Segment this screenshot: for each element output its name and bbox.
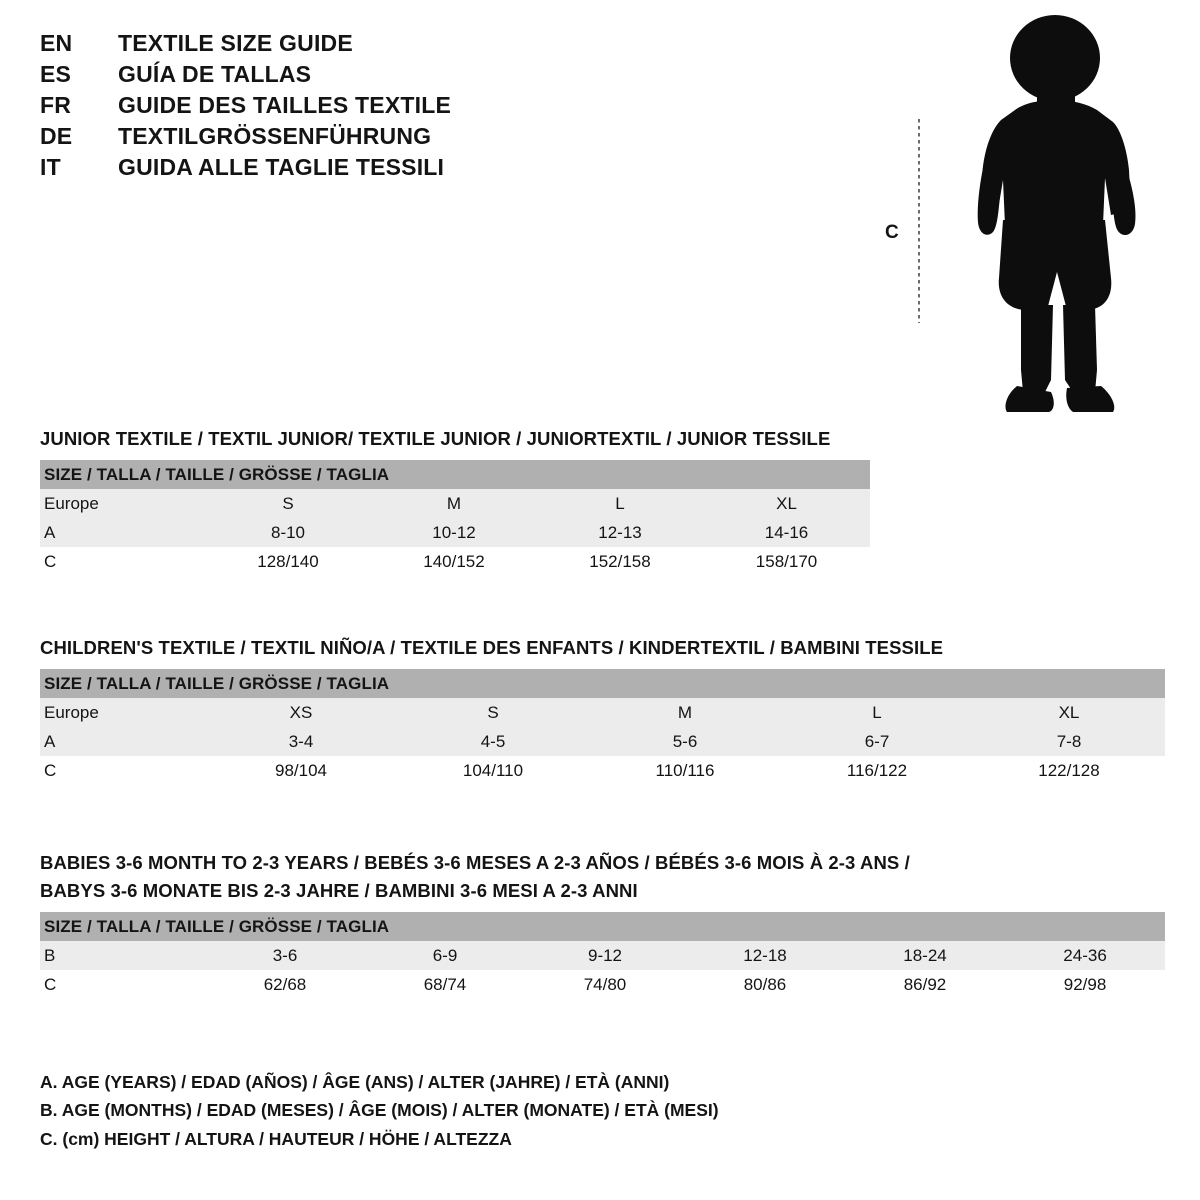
title-lang-fr: FR — [40, 92, 72, 118]
title-row-it — [40, 154, 680, 181]
table-row — [40, 669, 1165, 698]
table-row — [40, 518, 870, 547]
table-row — [40, 727, 1165, 756]
babies-row-b-v5: 24-36 — [1005, 941, 1165, 970]
junior-row-c-v0: 128/140 — [205, 547, 371, 576]
legend-line-b: B. AGE (MONTHS) / EDAD (MESES) / ÂGE (MOIS) / ALTER (MONATE) / ETÀ (MESI) — [40, 1100, 719, 1121]
junior-row-europe-v0: S — [205, 489, 371, 518]
title-text-en: TEXTILE SIZE GUIDE — [118, 30, 353, 56]
junior-row-a-v2: 12-13 — [537, 518, 703, 547]
babies-row-c-label: C — [40, 970, 205, 999]
section-children-heading: CHILDREN'S TEXTILE / TEXTIL NIÑO/A / TEXTILE DES ENFANTS / KINDERTEXTIL / BAMBINI TESSILE — [40, 637, 944, 658]
junior-row-a-v1: 10-12 — [371, 518, 537, 547]
legend-line-a: A. AGE (YEARS) / EDAD (AÑOS) / ÂGE (ANS) / ALTER (JAHRE) / ETÀ (ANNI) — [40, 1072, 670, 1092]
title-lang-it: IT — [40, 154, 61, 180]
children-row-europe-v2: M — [589, 698, 781, 727]
section-junior — [40, 428, 870, 576]
junior-row-c-v2: 152/158 — [537, 547, 703, 576]
table-row — [40, 970, 1165, 999]
junior-size-table — [40, 460, 870, 576]
junior-size-band: SIZE / TALLA / TAILLE / GRÖSSE / TAGLIA — [40, 460, 870, 489]
legend-block — [40, 1068, 719, 1153]
children-row-a-v0: 3-4 — [205, 727, 397, 756]
junior-row-a-v3: 14-16 — [703, 518, 870, 547]
children-size-band: SIZE / TALLA / TAILLE / GRÖSSE / TAGLIA — [40, 669, 1165, 698]
babies-row-b-v1: 6-9 — [365, 941, 525, 970]
junior-row-c-v3: 158/170 — [703, 547, 870, 576]
children-row-c-v0: 98/104 — [205, 756, 397, 785]
children-row-europe-v3: L — [781, 698, 973, 727]
babies-row-c-v3: 80/86 — [685, 970, 845, 999]
babies-row-c-v1: 68/74 — [365, 970, 525, 999]
child-silhouette-icon — [945, 10, 1175, 430]
children-row-c-v2: 110/116 — [589, 756, 781, 785]
children-row-c-v4: 122/128 — [973, 756, 1165, 785]
children-row-a-v3: 6-7 — [781, 727, 973, 756]
title-row-de — [40, 123, 680, 150]
children-row-a-label: A — [40, 727, 205, 756]
title-lang-en: EN — [40, 30, 73, 56]
measure-label-c: C — [885, 222, 899, 243]
title-text-de: TEXTILGRÖSSENFÜHRUNG — [118, 123, 432, 149]
babies-row-c-v4: 86/92 — [845, 970, 1005, 999]
figure-block — [885, 10, 1145, 430]
junior-row-a-v0: 8-10 — [205, 518, 371, 547]
junior-row-c-label: C — [40, 547, 205, 576]
table-row — [40, 460, 870, 489]
table-row — [40, 756, 1165, 785]
table-row — [40, 489, 870, 518]
babies-row-c-v5: 92/98 — [1005, 970, 1165, 999]
children-row-c-label: C — [40, 756, 205, 785]
children-row-a-v1: 4-5 — [397, 727, 589, 756]
junior-row-a-label: A — [40, 518, 205, 547]
babies-row-b-v3: 12-18 — [685, 941, 845, 970]
title-row-es — [40, 61, 680, 88]
babies-size-table — [40, 912, 1165, 999]
title-text-es: GUÍA DE TALLAS — [118, 61, 312, 87]
table-row — [40, 547, 870, 576]
babies-row-c-v0: 62/68 — [205, 970, 365, 999]
children-row-europe-v1: S — [397, 698, 589, 727]
babies-row-b-label: B — [40, 941, 205, 970]
babies-row-b-v2: 9-12 — [525, 941, 685, 970]
children-row-a-v2: 5-6 — [589, 727, 781, 756]
section-babies — [40, 852, 1165, 999]
junior-row-c-v1: 140/152 — [371, 547, 537, 576]
babies-row-b-v4: 18-24 — [845, 941, 1005, 970]
legend-line-c: C. (cm) HEIGHT / ALTURA / HAUTEUR / HÖHE / ALTEZZA — [40, 1128, 512, 1149]
table-row — [40, 912, 1165, 941]
section-babies-heading-line2: BABYS 3-6 MONATE BIS 2-3 JAHRE / BAMBINI 3-6 MESI A 2-3 ANNI — [40, 880, 638, 901]
table-row — [40, 941, 1165, 970]
section-junior-heading: JUNIOR TEXTILE / TEXTIL JUNIOR/ TEXTILE JUNIOR / JUNIORTEXTIL / JUNIOR TESSILE — [40, 428, 831, 449]
junior-row-europe-label: Europe — [40, 489, 205, 518]
junior-row-europe-v1: M — [371, 489, 537, 518]
junior-row-europe-v3: XL — [703, 489, 870, 518]
title-lang-es: ES — [40, 61, 72, 87]
title-text-fr: GUIDE DES TAILLES TEXTILE — [118, 92, 451, 118]
children-size-table — [40, 669, 1165, 785]
children-row-europe-v4: XL — [973, 698, 1165, 727]
babies-size-band: SIZE / TALLA / TAILLE / GRÖSSE / TAGLIA — [40, 912, 1165, 941]
children-row-europe-label: Europe — [40, 698, 205, 727]
title-row-fr — [40, 92, 680, 119]
children-row-c-v3: 116/122 — [781, 756, 973, 785]
children-row-europe-v0: XS — [205, 698, 397, 727]
height-arrow-icon — [918, 16, 920, 426]
babies-row-c-v2: 74/80 — [525, 970, 685, 999]
title-block — [40, 30, 680, 185]
babies-row-b-v0: 3-6 — [205, 941, 365, 970]
children-row-a-v4: 7-8 — [973, 727, 1165, 756]
title-text-it: GUIDA ALLE TAGLIE TESSILI — [118, 154, 445, 180]
section-children — [40, 637, 1165, 785]
table-row — [40, 698, 1165, 727]
title-lang-de: DE — [40, 123, 73, 149]
section-babies-heading: BABIES 3-6 MONTH TO 2-3 YEARS / BEBÉS 3-6 MESES A 2-3 AÑOS / BÉBÉS 3-6 MOIS À 2-3 ANS / — [40, 852, 910, 873]
junior-row-europe-v2: L — [537, 489, 703, 518]
title-row-en — [40, 30, 680, 57]
children-row-c-v1: 104/110 — [397, 756, 589, 785]
